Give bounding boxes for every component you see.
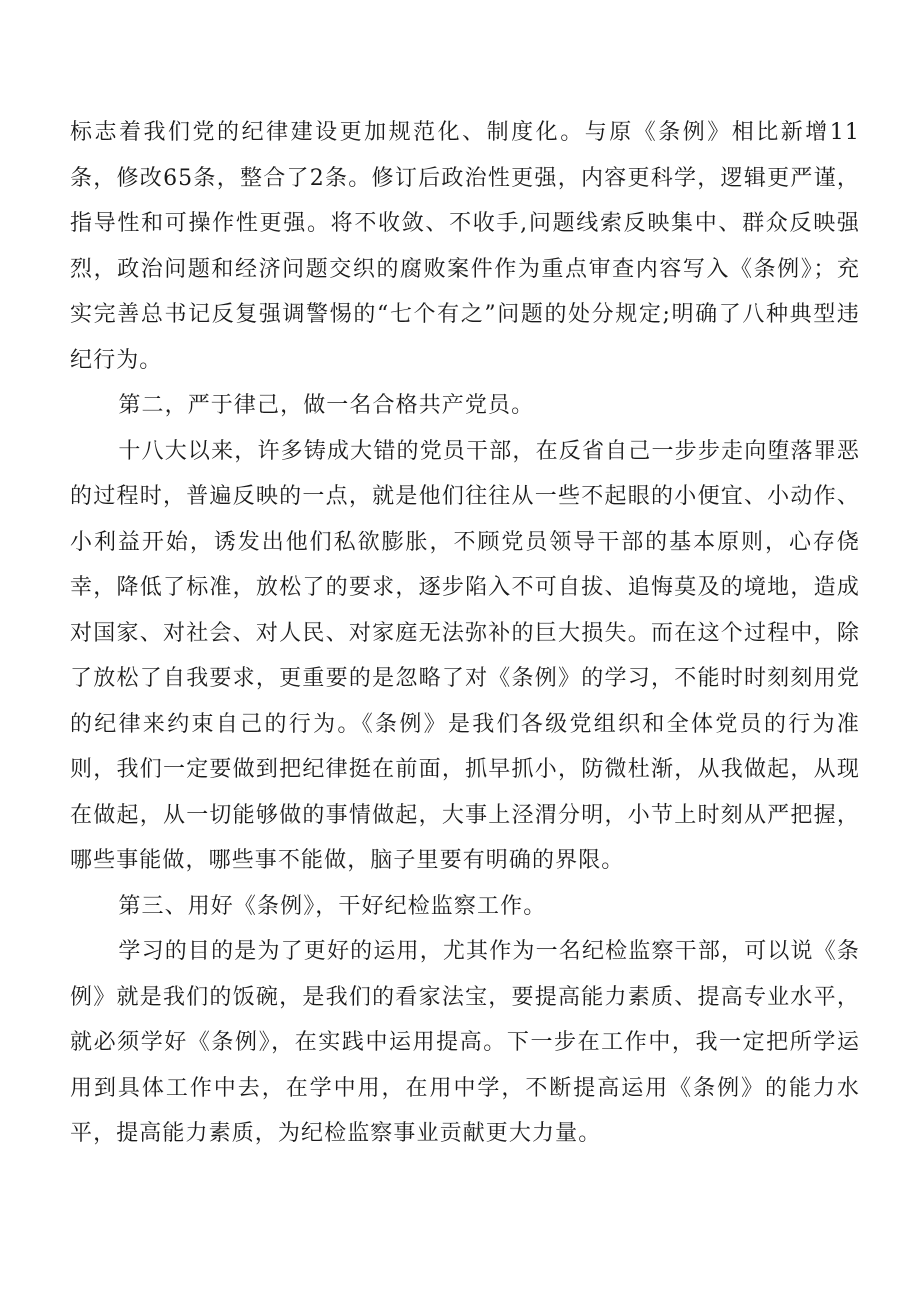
paragraph-continuation: 标志着我们党的纪律建设更加规范化、制度化。与原《条例》相比新增11条，修改65条，整合了2条。修订后政治性更强，内容更科学，逻辑更严谨，指导性和可操作性更强。将不收敛、不收手,问题线索反映集中、群众反映强烈，政治问题和经济问题交织的腐败案件作为重点审查内容写入《条例》；充实完善总书记反复强调警惕的“七个有之”问题的处分规定;明确了八种典型违纪行为。 — [70, 120, 860, 373]
section-heading-second: 第二，严于律己，做一名合格共产党员。 — [118, 393, 535, 418]
paragraph-closing: 学习的目的是为了更好的运用，尤其作为一名纪检监察干部，可以说《条例》就是我们的饭碗，是我们的看家法宝，要提高能力素质、提高专业水平，就必须学好《条例》，在实践中运用提高。下一步在工作中，我一定把所学运用到具体工作中去，在学中用，在用中学，不断提高运用《条例》的能力水平，提高能力素质，为纪检监察事业贡献更大力量。 — [70, 939, 860, 1146]
section-heading-third: 第三、用好《条例》，干好纪检监察工作。 — [118, 893, 547, 919]
paragraph-body: 十八大以来，许多铸成大错的党员干部，在反省自己一步步走向堕落罪恶的过程时，普遍反映的一点，就是他们往往从一些不起眼的小便宜、小动作、小利益开始，诱发出他们私欲膨胀，不顾党员领导干部的基本原则，心存侥幸，降低了标准，放松了的要求，逐步陷入不可自拔、追悔莫及的境地，造成对国家、对社会、对人民、对家庭无法弥补的巨大损失。而在这个过程中，除了放松了自我要求，更重要的是忽略了对《条例》的学习，不能时时刻刻用党的纪律来约束自己的行为。《条例》是我们各级党组织和全体党员的行为准则，我们一定要做到把纪律挺在前面，抓早抓小，防微杜渐，从我做起，从现在做起，从一切能够做的事情做起，大事上泾渭分明，小节上时刻从严把握，哪些事能做，哪些事不能做，脑子里要有明确的界限。 — [70, 438, 860, 873]
